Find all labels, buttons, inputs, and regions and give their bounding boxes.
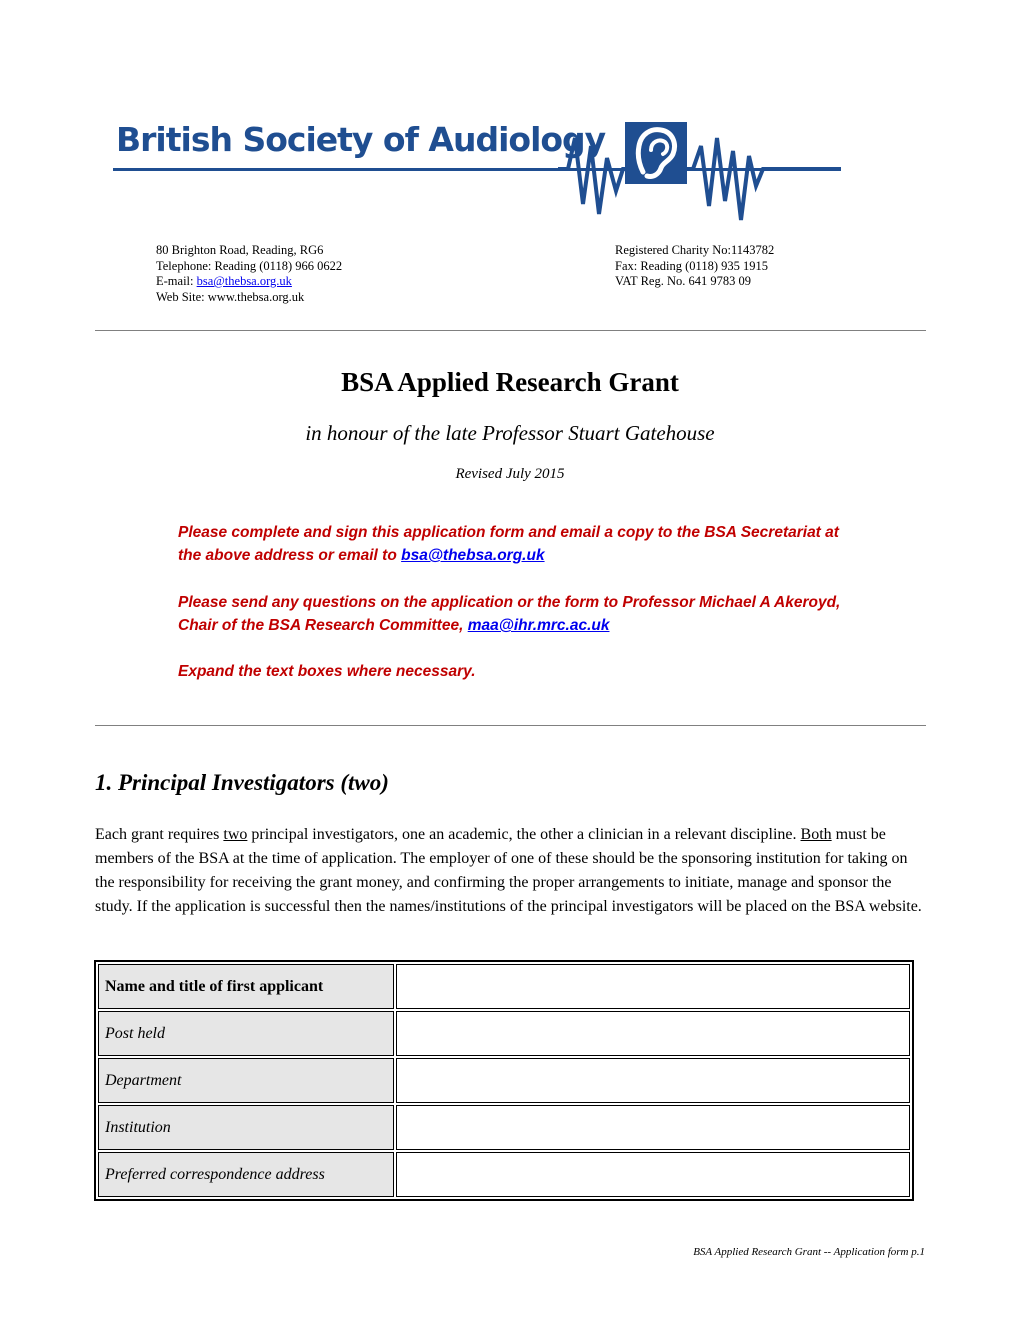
charity-number: Registered Charity No:1143782 bbox=[615, 243, 775, 257]
ear-icon bbox=[625, 122, 687, 184]
divider bbox=[95, 725, 926, 726]
department-field[interactable] bbox=[396, 1058, 910, 1103]
para-text: Each grant requires bbox=[95, 826, 224, 843]
institution-field[interactable] bbox=[396, 1105, 910, 1150]
field-label: Institution bbox=[98, 1105, 394, 1150]
chair-email-link[interactable]: maa@ihr.mrc.ac.uk bbox=[467, 617, 610, 634]
table-row bbox=[98, 1011, 910, 1056]
address-left bbox=[156, 243, 342, 305]
telephone-line: Telephone: Reading (0118) 966 0622 bbox=[156, 258, 343, 273]
page-subtitle: in honour of the late Professor Stuart Gatehouse bbox=[305, 421, 715, 445]
address-right bbox=[615, 243, 774, 290]
post-held-field[interactable] bbox=[396, 1011, 910, 1056]
waveform-icon bbox=[113, 116, 843, 226]
field-label: Post held bbox=[98, 1011, 394, 1056]
table-row bbox=[98, 1058, 910, 1103]
field-label: Department bbox=[98, 1058, 394, 1103]
field-label: Name and title of first applicant bbox=[98, 964, 394, 1009]
notice-questions bbox=[178, 591, 858, 637]
para-emphasis: Both bbox=[800, 826, 832, 843]
logo-text: British Society of Audiology bbox=[116, 120, 606, 159]
para-text: principal investigators, one an academic, the other a clinician in a relevant discipline. bbox=[247, 826, 801, 843]
table-row bbox=[98, 964, 910, 1009]
bsa-email-link[interactable]: bsa@thebsa.org.uk bbox=[401, 547, 545, 564]
section-heading: 1. Principal Investigators (two) bbox=[95, 770, 389, 795]
address-field[interactable] bbox=[396, 1152, 910, 1197]
table-row bbox=[98, 1105, 910, 1150]
address-line: 80 Brighton Road, Reading, RG6 bbox=[156, 243, 324, 257]
vat-line: VAT Reg. No. 641 9783 09 bbox=[615, 274, 752, 288]
notice-submit bbox=[178, 521, 858, 567]
notice-expand: Expand the text boxes where necessary. bbox=[178, 663, 476, 680]
bsa-logo bbox=[113, 116, 843, 226]
page-footer: BSA Applied Research Grant -- Application form p.1 bbox=[693, 1246, 925, 1258]
revision-date: Revised July 2015 bbox=[455, 466, 565, 482]
divider bbox=[95, 330, 926, 331]
email-link[interactable]: bsa@thebsa.org.uk bbox=[196, 274, 292, 288]
section-paragraph bbox=[95, 823, 930, 919]
applicant-name-field[interactable] bbox=[396, 964, 910, 1009]
applicant-form-table bbox=[94, 960, 914, 1201]
notice-text: Please send any questions on the application or the form to Professor Michael A Akeroyd, Chair of the BSA Research Committee, bbox=[178, 594, 841, 634]
email-label: E-mail: bbox=[156, 274, 197, 288]
website-line: Web Site: www.thebsa.org.uk bbox=[156, 289, 305, 304]
table-row bbox=[98, 1152, 910, 1197]
email-line bbox=[156, 274, 342, 290]
notice-text: Please complete and sign this application form and email a copy to the BSA Secretariat at the above address or email to bbox=[178, 524, 839, 564]
field-label: Preferred correspondence address bbox=[98, 1152, 394, 1197]
para-text: must be members of the BSA at the time of application. The employer of one of these should be the sponsoring institution for taking on the responsibility for receiving the grant money, and confirming the proper arrangements to initiate, manage and sponsor the study. If the application is successful then the names/institutions of the principal investigators will be placed on the BSA website. bbox=[95, 826, 922, 915]
para-emphasis: two bbox=[223, 826, 248, 843]
page-title: BSA Applied Research Grant bbox=[341, 367, 679, 397]
fax-line: Fax: Reading (0118) 935 1915 bbox=[615, 258, 768, 273]
